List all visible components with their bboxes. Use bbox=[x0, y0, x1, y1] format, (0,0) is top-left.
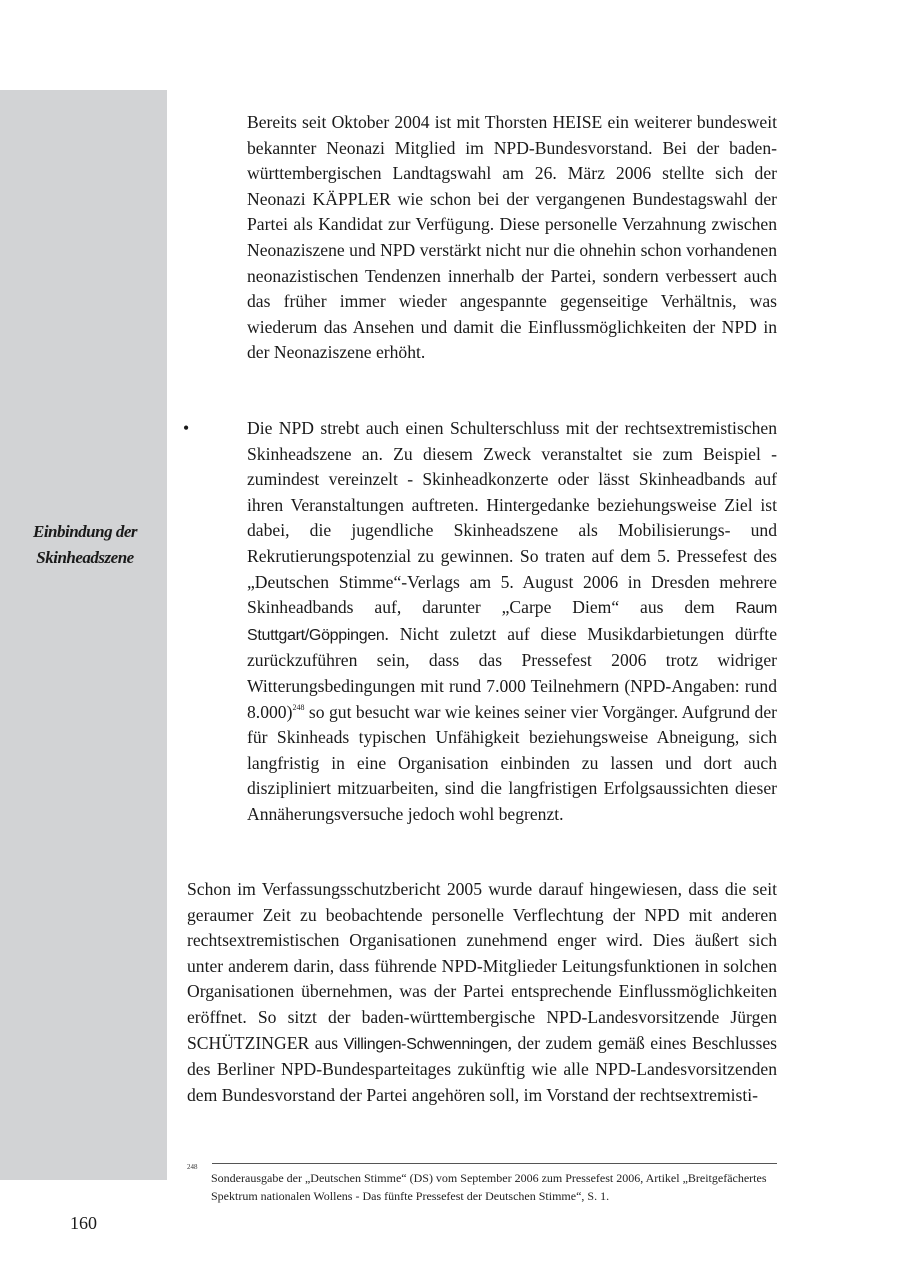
paragraph-text: Die NPD strebt auch einen Schulterschluss mit der rechtsextremistischen Skinheadszene an. Zu diesem Zweck veranstaltet sie zum Beispiel - zumindest vereinzelt - Skinheadkonzerte oder lässt Skinheadbands auf ihren Veranstaltungen auftreten. Hintergedanke beziehungsweise Ziel ist dabei, die jugendliche Skinheadszene als Mobilisierungs- und Rekrutierungspotenzial zu gewinnen. So traten auf dem 5. Pressefest des „Deutschen Stimme“-Verlags am 5. August 2006 in Dresden mehrere Skinheadbands auf, darunter „Carpe Diem“ aus dem bbox=[247, 418, 777, 618]
paragraph-heise: Bereits seit Oktober 2004 ist mit Thorsten HEISE ein weiterer bundesweit bekannter Neonazi Mitglied im NPD-Bundesvorstand. Bei der baden-württembergischen Landtagswahl am 26. März 2006 stellte sich der Neonazi KÄPPLER wie schon bei der vergangenen Bundestagswahl der Partei als Kandidat zur Verfügung. Diese personelle Verzahnung zwischen Neonaziszene und NPD verstärkt nicht nur die ohnehin schon vorhandenen neonazistischen Tendenzen innerhalb der Partei, sondern verbessert auch das früher immer wieder angespannte gegenseitige Verhältnis, was wiederum das Ansehen und damit die Einflussmöglichkeiten der NPD in der Neonaziszene erhöht. bbox=[247, 112, 777, 363]
paragraph-text: so gut besucht war wie keines seiner vier Vorgänger. Aufgrund der für Skinheads typischen Unfähigkeit beziehungsweise Abneigung, sich langfristig in eine Organisation einbinden zu lassen und dort auch diszipliniert mitzuarbeiten, sind die langfristigen Erfolgsaussichten dieser Annäherungsversuche jedoch wohl begrenzt. bbox=[247, 701, 777, 824]
paragraph-text: . Nicht zuletzt auf diese Musikdarbietungen dürfte zurückzuführen sein, dass das Pressefest 2006 trotz widriger Witterungsbedingungen mit rund 7.000 Teilnehmern (NPD-Angaben: rund 8.000) bbox=[247, 623, 777, 722]
paragraph-text: Schon im Verfassungsschutzbericht 2005 wurde darauf hingewiesen, dass die seit geraumer Zeit zu beobachtende personelle Verflechtung der NPD mit anderen rechtsextremistischen Organisationen zunehmend enger wird. Dies äußert sich unter anderem darin, dass führende NPD-Mitglieder Leitungsfunktionen in solchen Organisationen übernehmen, was der Partei entsprechende Einflussmöglichkeiten eröffnet. So sitzt der baden-württembergische NPD-Landesvorsitzende Jürgen SCHÜTZINGER aus bbox=[187, 879, 777, 1053]
place-name: Villingen-Schwenningen bbox=[343, 1035, 508, 1053]
place-name: Raum Stuttgart/Göppingen bbox=[247, 600, 777, 644]
bullet-point: • bbox=[183, 418, 190, 438]
margin-sidebar bbox=[0, 90, 167, 1180]
margin-note-line-1: Einbindung der bbox=[32, 522, 137, 541]
paragraph-verflechtung bbox=[187, 877, 777, 1108]
footnote-reference[interactable]: 248 bbox=[292, 702, 305, 712]
margin-note-line-2: Skinheadszene bbox=[36, 548, 134, 567]
page-number: 160 bbox=[70, 1213, 97, 1233]
footnote-text: Sonderausgabe der „Deutschen Stimme“ (DS) vom September 2006 zum Pressefest 2006, Artikel „Breitgefächertes Spektrum nationalen Wollens - Das fünfte Pressefest der Deutschen Stimme“, S. 1. bbox=[211, 1171, 767, 1203]
paragraph-text: , der zudem gemäß eines Beschlusses des Berliner NPD-Bundesparteitages zukünftig wie alle NPD-Landesvorsitzenden dem Bundesvorstand der Partei angehören soll, im Vorstand der rechtsextremisti- bbox=[187, 1032, 777, 1105]
paragraph-skinheadszene bbox=[247, 416, 777, 828]
footnote-divider bbox=[212, 1163, 777, 1164]
footnote-number: 248 bbox=[187, 1163, 198, 1171]
margin-note bbox=[10, 519, 160, 571]
